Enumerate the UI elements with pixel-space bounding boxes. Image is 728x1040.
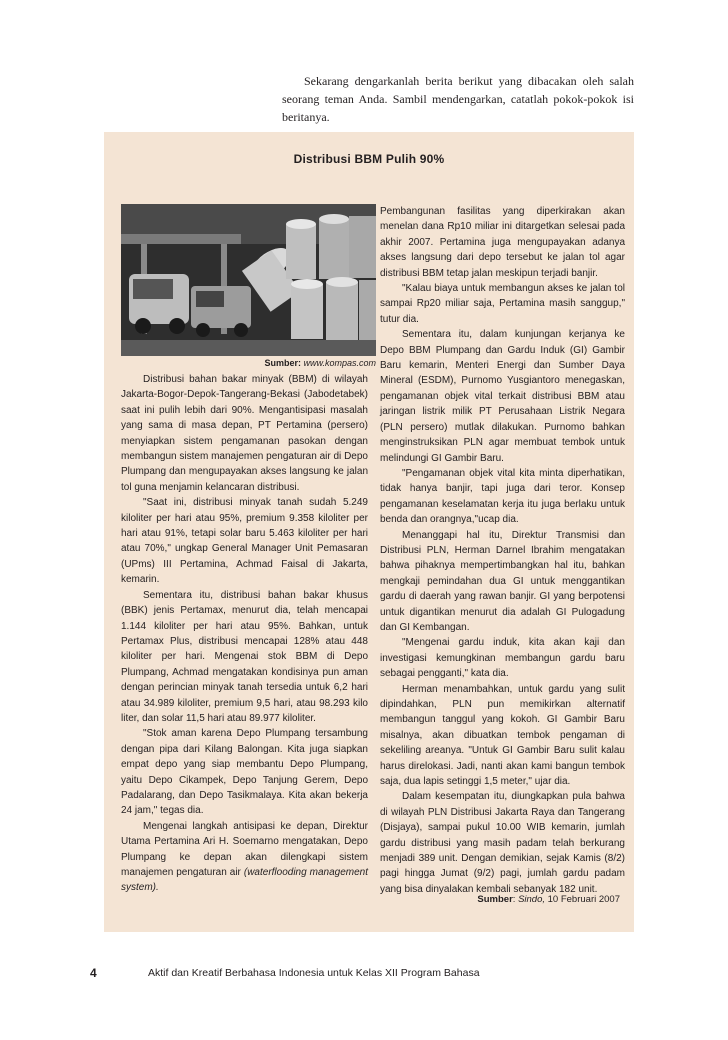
source-date: 10 Februari 2007 xyxy=(545,894,620,905)
article-photo xyxy=(121,204,376,356)
article-column-left xyxy=(121,372,368,896)
italic-term: (waterflooding management system). xyxy=(121,867,368,894)
photo-caption-source: www.kompas.com xyxy=(303,358,376,368)
book-title-footer: Aktif dan Kreatif Berbahasa Indonesia untuk Kelas XII Program Bahasa xyxy=(148,967,480,979)
photo-caption xyxy=(121,358,376,368)
paragraph: Sementara itu, dalam kunjungan kerjanya ke Depo BBM Plumpang dan Gardu Induk (GI) Gambir Baru kemarin, Menteri Energi dan Sumber Daya Mineral (ESDM), Purnomo Yusgiantoro menegaskan, pengamanan objek vital terkait distribusi BBM atau jaringan listrik milik PT Perusahaan Listrik Negara (PLN persero) mutlak dilakukan. Purnomo bahkan menginstruksikan PLN agar membuat tembok untuk melindungi GI Gambir Baru. xyxy=(380,329,625,464)
paragraph: Sementara itu, distribusi bahan bakar khusus (BBK) jenis Pertamax, menurut dia, telah mencapai 1.144 kiloliter per hari atau 95%. Bahkan, untuk Pertamax Plus, distribusi mencapai 128% atau 448 kiloliter per hari. Mengenai stok BBM di Depo Plumpang, Achmad mengatakan kondisinya pun aman dengan perincian minyak tanah tersedia untuk 6,2 hari atau 34.989 kiloliter, premium 9,5 hari, atau 98.293 kilo liter, dan solar 11,5 hari atau 89.977 kiloliter. xyxy=(121,589,368,724)
article-panel xyxy=(104,132,634,932)
paragraph-with-italic xyxy=(121,819,368,896)
paragraph-text: Mengenai langkah antisipasi ke depan, Direktur Utama Pertamina Ari H. Soemarno mengatakan, Depo Plumpang ke depan akan dilengkapi sistem manajemen pengaturan air xyxy=(121,820,368,878)
photo-caption-label: Sumber: xyxy=(264,358,301,368)
paragraph: "Pengamanan objek vital kita minta diperhatikan, tidak hanya banjir, tapi juga dari teror. Konsep pengamanan keselamatan kerja itu juga berlaku untuk benda dan orangnya,"ucap dia. xyxy=(380,467,625,526)
paragraph: Dalam kesempatan itu, diungkapkan pula bahwa di wilayah PLN Distribusi Jakarta Raya dan Tangerang (Disjaya), sampai pukul 10.00 WIB kemarin, jumlah gardu distribusi yang masih padam telah berkurang menjadi 389 unit. Dengan demikian, sejak Kamis (8/2) pagi hingga Jumat (9/2) pagi, jumlah gardu padam yang bisa dinyalakan kembali sebanyak 182 unit. xyxy=(380,791,625,895)
fuel-depot-photo-icon xyxy=(121,204,376,356)
paragraph: Herman menambahkan, untuk gardu yang sulit dipindahkan, PLN pun memikirkan alternatif membangun tanggul yang kokoh. GI Gambir Baru misalnya, akan dibuatkan tembok pengaman di sekeliling areanya. "Untuk GI Gambir Baru sulit kalau harus direlokasi. Jadi, nanti akan kami bangun tembok saja, dua lapis setinggi 1,5 meter," ujar dia. xyxy=(380,683,625,788)
paragraph: Menanggapi hal itu, Direktur Transmisi dan Distribusi PLN, Herman Darnel Ibrahim mengatakan bahwa pihaknya mempertimbangkan hal itu, bahkan mengkaji pemindahan dua GI untuk menggantikan gardu di daerah yang rawan banjir. GI yang berpotensi untuk digantikan menurut dia adalah GI Pulogadung dan GI Kembangan. xyxy=(380,529,625,633)
paragraph: "Stok aman karena Depo Plumpang tersambung dengan pipa dari Kilang Balongan. Kita juga siapkan empat depo yang siap membantu Depo Plumpang, yaitu Depo Cikampek, Depo Tanjung Gerem, Depo Padalarang, dan Depo Tasikmalaya. Kita akan bekerja 24 jam," tegas dia. xyxy=(121,728,368,817)
paragraph: "Mengenai gardu induk, kita akan kaji dan investigasi kemungkinan membangun gardu baru sebagai pengganti," kata dia. xyxy=(380,637,625,680)
paragraph: Distribusi bahan bakar minyak (BBM) di wilayah Jakarta-Bogor-Depok-Tangerang-Bekasi (Jabodetabek) saat ini pulih lebih dari 90%. Mengantisipasi masalah yang sama di masa depan, PT Pertamina (persero) menyiapkan sistem pengamanan pasokan dengan membangun sistem manajemen pengaturan air di Depo Plumpang dan mengupayakan akses langsung ke jalan tol guna menjamin kelancaran distribusi. xyxy=(121,374,368,493)
source-label: Sumber xyxy=(477,894,513,905)
article-source: Sumber: Sindo, 10 Februari 2007 xyxy=(477,894,620,905)
intro-instruction: Sekarang dengarkanlah berita berikut yang dibacakan oleh salah seorang teman Anda. Sambil mendengarkan, catatlah pokok-pokok isi beritanya. xyxy=(282,74,634,124)
paragraph: Pembangunan fasilitas yang diperkirakan akan menelan dana Rp10 miliar ini ditargetkan selesai pada akhir 2007. Pertamina juga mengupayakan adanya akses langsung dari depo tersebut ke jalan tol agar distribusi BBM tetap jalan meskipun terjadi banjir. xyxy=(380,206,625,279)
source-name: Sindo, xyxy=(518,894,545,905)
article-title: Distribusi BBM Pulih 90% xyxy=(293,152,445,166)
article-column-right xyxy=(380,204,625,897)
paragraph: "Saat ini, distribusi minyak tanah sudah 5.249 kiloliter per hari atau 95%, premium 9.358 kiloliter per hari atau 91%, tetapi solar baru 5.463 kiloliter per hari atau 70%," ungkap General Manager Unit Pemasaran (UPms) III Pertamina, Achmad Faisal di Jakarta, kemarin. xyxy=(121,497,368,586)
page-number: 4 xyxy=(90,966,97,980)
paragraph: "Kalau biaya untuk membangun akses ke jalan tol sampai Rp20 miliar saja, Pertamina masih sanggup," tutur dia. xyxy=(380,283,625,325)
